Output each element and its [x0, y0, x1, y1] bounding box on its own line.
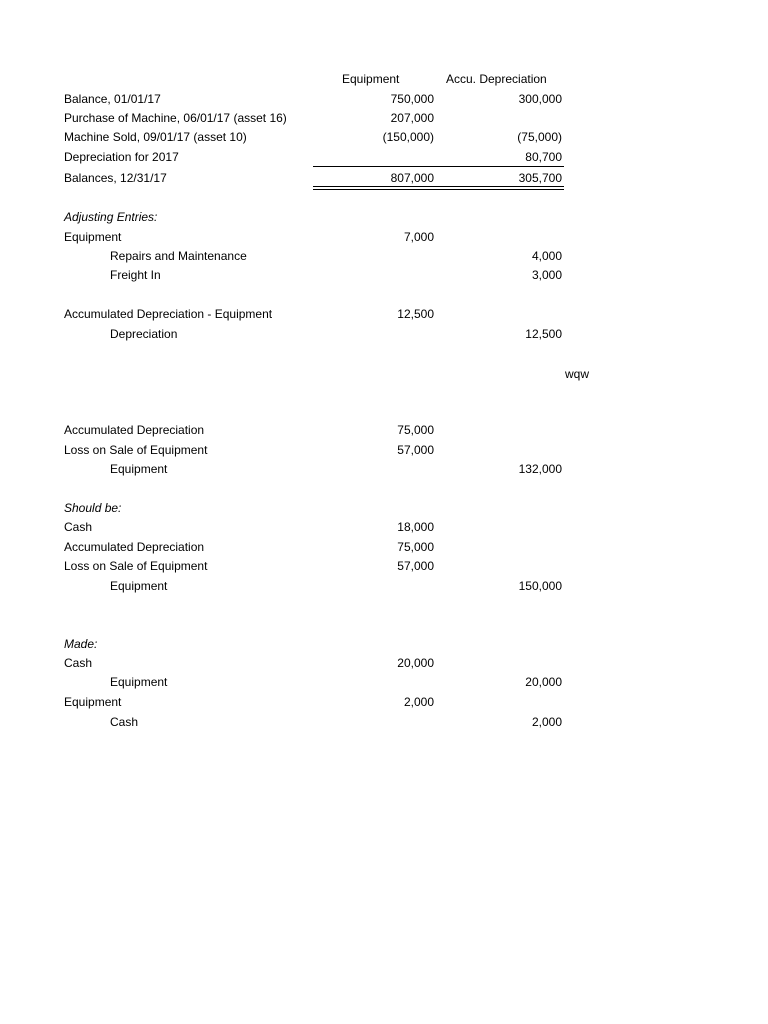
account-name: Equipment — [110, 462, 168, 476]
schedule-row — [0, 109, 768, 127]
credit-amount: 3,000 — [531, 268, 562, 282]
account-name: Cash — [64, 520, 93, 534]
account-name: Equipment — [64, 230, 122, 244]
journal-line — [0, 538, 768, 556]
total-rule — [313, 166, 564, 167]
journal-line — [0, 577, 768, 595]
double-underline-top — [313, 186, 564, 187]
credit-amount: 2,000 — [531, 715, 562, 729]
equipment-value: 207,000 — [390, 111, 434, 125]
schedule-row — [0, 90, 768, 108]
journal-line — [0, 441, 768, 459]
account-name: Cash — [110, 715, 139, 729]
account-name: Cash — [64, 656, 93, 670]
schedule-row — [0, 148, 768, 166]
journal-line — [0, 247, 768, 265]
debit-amount: 57,000 — [397, 559, 434, 573]
stray-note: wqw — [565, 367, 590, 381]
account-name: Freight In — [110, 268, 161, 282]
row-label: Depreciation for 2017 — [64, 150, 179, 164]
account-name: Equipment — [110, 579, 168, 593]
account-name: Loss on Sale of Equipment — [64, 559, 208, 573]
debit-amount: 2,000 — [403, 695, 434, 709]
debit-amount: 75,000 — [397, 423, 434, 437]
header-accum-depreciation: Accu. Depreciation — [446, 72, 547, 86]
journal-line — [0, 325, 768, 343]
accum-value: 80,700 — [525, 150, 562, 164]
debit-amount: 12,500 — [397, 307, 434, 321]
journal-line — [0, 713, 768, 731]
section-heading — [0, 208, 768, 226]
equipment-value: (150,000) — [382, 130, 434, 144]
schedule-total-row — [0, 169, 768, 187]
journal-line — [0, 518, 768, 536]
accum-total: 305,700 — [518, 171, 562, 185]
credit-amount: 20,000 — [525, 675, 562, 689]
equipment-value: 750,000 — [390, 92, 434, 106]
debit-amount: 57,000 — [397, 443, 434, 457]
account-name: Repairs and Maintenance — [110, 249, 247, 263]
row-label: Balance, 01/01/17 — [64, 92, 161, 106]
section-heading — [0, 499, 768, 517]
equipment-total: 807,000 — [390, 171, 434, 185]
made-heading: Made: — [64, 637, 98, 651]
adjusting-heading: Adjusting Entries: — [64, 210, 158, 224]
journal-line — [0, 305, 768, 323]
schedule-row — [0, 128, 768, 146]
column-headers — [0, 70, 768, 88]
journal-line — [0, 557, 768, 575]
row-label: Machine Sold, 09/01/17 (asset 10) — [64, 130, 247, 144]
account-name: Equipment — [110, 675, 168, 689]
debit-amount: 7,000 — [403, 230, 434, 244]
header-equipment: Equipment — [342, 72, 400, 86]
account-name: Equipment — [64, 695, 122, 709]
credit-amount: 4,000 — [531, 249, 562, 263]
accum-value: (75,000) — [517, 130, 562, 144]
row-label: Purchase of Machine, 06/01/17 (asset 16) — [64, 111, 287, 125]
note-row — [0, 365, 768, 383]
journal-line — [0, 673, 768, 691]
journal-line — [0, 460, 768, 478]
credit-amount: 12,500 — [525, 327, 562, 341]
accum-value: 300,000 — [518, 92, 562, 106]
account-name: Accumulated Depreciation - Equipment — [64, 307, 273, 321]
debit-amount: 18,000 — [397, 520, 434, 534]
journal-line — [0, 421, 768, 439]
journal-line — [0, 654, 768, 672]
account-name: Loss on Sale of Equipment — [64, 443, 208, 457]
journal-line — [0, 693, 768, 711]
account-name: Depreciation — [110, 327, 178, 341]
debit-amount: 75,000 — [397, 540, 434, 554]
account-name: Accumulated Depreciation — [64, 540, 205, 554]
should-be-heading: Should be: — [64, 501, 122, 515]
journal-line — [0, 266, 768, 284]
row-label: Balances, 12/31/17 — [64, 171, 167, 185]
section-heading — [0, 635, 768, 653]
account-name: Accumulated Depreciation — [64, 423, 205, 437]
credit-amount: 150,000 — [518, 579, 562, 593]
debit-amount: 20,000 — [397, 656, 434, 670]
credit-amount: 132,000 — [518, 462, 562, 476]
journal-line — [0, 228, 768, 246]
double-underline-bottom — [313, 189, 564, 190]
